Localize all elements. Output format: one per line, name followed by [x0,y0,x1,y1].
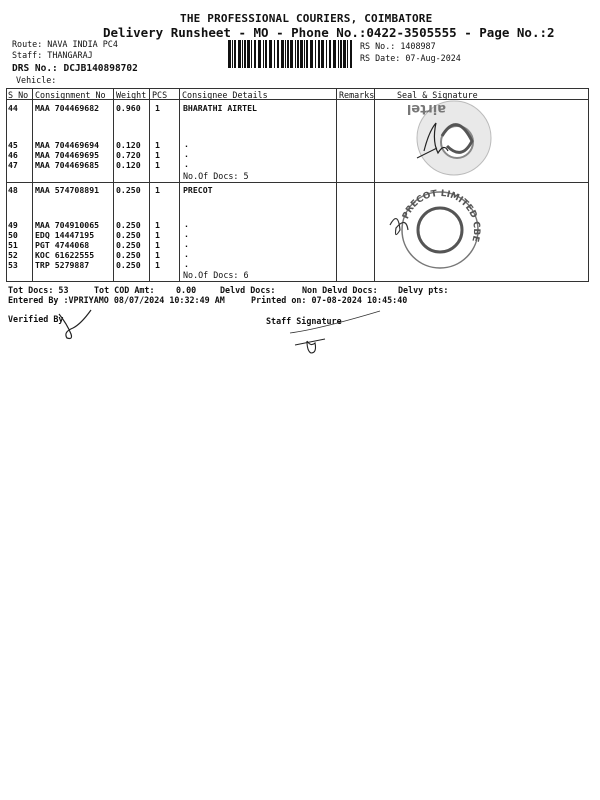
barcode-bar [340,40,342,68]
barcode-bar [251,40,252,68]
barcode-bar [326,40,327,68]
consignment-cell: MAA 704469682 [35,103,100,113]
barcode-bar [285,40,286,68]
airtel-stamp-text: airtel [406,101,446,116]
consignee-name: BHARATHI AIRTEL [183,103,257,113]
printed-on: Printed on: 07-08-2024 10:45:40 [251,295,408,305]
pcs-cell: 1 [155,230,160,240]
barcode-bar [315,40,316,68]
drs-number: DRS No.: DCJB140898702 [12,63,138,74]
pcs-cell: 1 [155,240,160,250]
weight-cell: 0.250 [116,260,141,270]
col-line [32,88,33,282]
sno-cell: 45 [8,140,18,150]
barcode-bar [300,40,303,68]
weight-cell: 0.250 [116,230,141,240]
pcs-cell: 1 [155,160,160,170]
table-top-border [6,88,588,89]
tot-cod-label: Tot COD Amt: [94,285,155,295]
table-bottom-border [6,281,588,282]
barcode-bar [228,40,231,68]
delvy-pts: Delvy pts: [398,285,449,295]
precot-stamp [380,180,505,280]
dot-cell: . [184,229,189,239]
col-line [336,88,337,282]
consignment-cell: MAA 574708891 [35,185,100,195]
staff-signature [285,305,385,360]
consignment-cell: EDQ 14447195 [35,230,95,240]
sno-cell: 51 [8,240,18,250]
col-header-weight: Weight [116,90,147,100]
staff-label: Staff: THANGARAJ [12,50,93,60]
rs-number: RS No.: 1408987 [360,41,436,51]
barcode-bar [234,40,236,68]
pcs-cell: 1 [155,150,160,160]
barcode-bar [310,40,313,68]
barcode-bar [258,40,261,68]
pcs-cell: 1 [155,250,160,260]
col-line [149,88,150,282]
col-header-sno: S No [8,90,29,100]
delvd-docs: Delvd Docs: [220,285,276,295]
sno-cell: 47 [8,160,18,170]
dot-cell: . [184,139,189,149]
dot-cell: . [184,159,189,169]
weight-cell: 0.720 [116,150,141,160]
no-of-docs: No.Of Docs: 5 [183,171,249,181]
barcode-bar [304,40,305,68]
col-line [179,88,180,282]
consignment-cell: KOC 61622555 [35,250,95,260]
barcode-graphic [228,40,355,68]
consignee-name: PRECOT [183,185,213,195]
airtel-stamp [402,96,502,182]
sno-cell: 52 [8,250,18,260]
col-header-consignment: Consignment No [35,90,106,100]
tot-cod-value: 0.00 [176,285,197,295]
sno-cell: 48 [8,185,18,195]
sno-cell: 49 [8,220,18,230]
entered-by: Entered By :VPRIYAMO 08/07/2024 10:32:49 AM [8,295,225,305]
col-line [374,88,375,282]
barcode-bar [350,40,352,68]
col-line [588,88,589,282]
barcode-bar [321,40,324,68]
staff-signature-label: Staff Signature [266,316,342,326]
col-header-consignee: Consignee Details [182,90,268,100]
sno-cell: 46 [8,150,18,160]
col-line [6,88,7,282]
barcode-bar [238,40,241,68]
col-header-pcs: PCS [152,90,168,100]
barcode-bar [281,40,284,68]
page-title: Delivery Runsheet - MO - Phone No.:0422-3505555 - Page No.:2 [103,25,555,40]
sno-cell: 50 [8,230,18,240]
weight-cell: 0.250 [116,220,141,230]
consignment-cell: MAA 704469685 [35,160,100,170]
barcode-bar [297,40,299,68]
tot-docs: Tot Docs: 53 [8,285,69,295]
verified-by-label: Verified By [8,314,64,324]
barcode-bar [242,40,243,68]
col-header-remarks: Remarks [339,90,375,100]
vehicle-label: Vehicle: [16,75,57,85]
pcs-cell: 1 [155,185,160,195]
barcode-bar [265,40,267,68]
barcode-bar [274,40,275,68]
barcode-bar [333,40,336,68]
non-delvd-docs: Non Delvd Docs: [302,285,378,295]
sno-cell: 44 [8,103,18,113]
weight-cell: 0.250 [116,185,141,195]
company-name: THE PROFESSIONAL COURIERS, COIMBATORE [180,12,433,25]
pcs-cell: 1 [155,220,160,230]
dot-cell: . [184,259,189,269]
consignment-cell: MAA 704469695 [35,150,100,160]
sno-cell: 53 [8,260,18,270]
barcode-bar [277,40,279,68]
barcode-bar [318,40,320,68]
weight-cell: 0.120 [116,160,141,170]
dot-cell: . [184,249,189,259]
barcode-bar [254,40,256,68]
barcode-bar [338,40,339,68]
barcode-bar [290,40,293,68]
weight-cell: 0.120 [116,140,141,150]
verified-signature [55,308,95,340]
barcode-bar [329,40,331,68]
precot-stamp-text: PRECOT LIMITED CBE [401,188,482,243]
barcode-bar [343,40,346,68]
pcs-cell: 1 [155,260,160,270]
dot-cell: . [184,149,189,159]
barcode-bar [263,40,264,68]
rs-date: RS Date: 07-Aug-2024 [360,53,461,63]
consignment-cell: MAA 704910065 [35,220,100,230]
barcode-bar [347,40,348,68]
pcs-cell: 1 [155,103,160,113]
barcode-bar [295,40,296,68]
barcode-bar [287,40,289,68]
weight-cell: 0.250 [116,240,141,250]
barcode-bar [269,40,272,68]
barcode-bar [244,40,246,68]
consignment-cell: TRP 5279887 [35,260,90,270]
pcs-cell: 1 [155,140,160,150]
weight-cell: 0.250 [116,250,141,260]
dot-cell: . [184,219,189,229]
col-header-seal: Seal & Signature [397,90,478,100]
no-of-docs: No.Of Docs: 6 [183,270,249,280]
barcode-bar [247,40,250,68]
col-line [113,88,114,282]
consignment-cell: PGT 4744068 [35,240,90,250]
barcode-bar [306,40,308,68]
dot-cell: . [184,239,189,249]
weight-cell: 0.960 [116,103,141,113]
consignment-cell: MAA 704469694 [35,140,100,150]
barcode-bar [232,40,233,68]
route-label: Route: NAVA INDIA PC4 [12,39,118,49]
